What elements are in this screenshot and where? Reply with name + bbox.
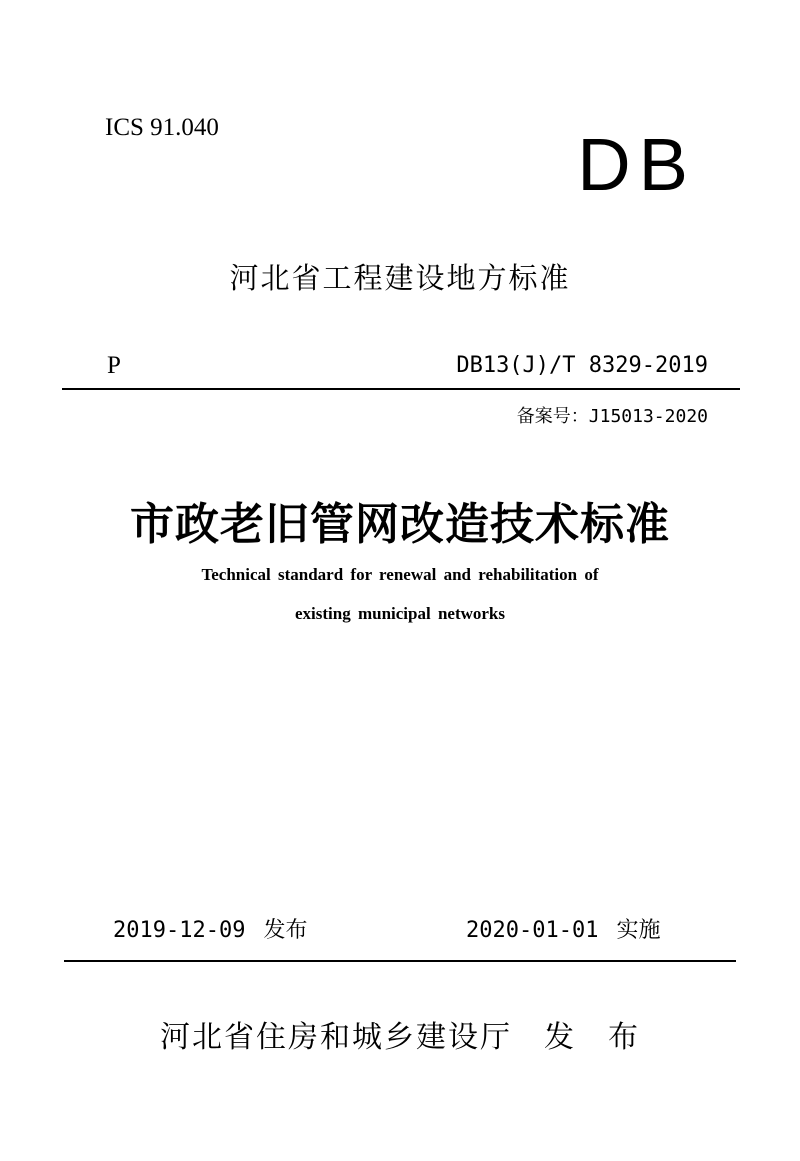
filing-number: J15013-2020 [588, 406, 708, 427]
issue-date: 2019-12-09 [113, 918, 246, 943]
document-title-english-line2: existing municipal networks [294, 604, 506, 623]
document-title-chinese: 市政老旧管网改造技术标准 [130, 499, 670, 550]
implementation-label: 实施 [616, 918, 661, 943]
top-divider [62, 388, 740, 390]
publisher-action-2: 布 [608, 1020, 640, 1055]
issue-date-block [113, 913, 307, 944]
issue-label: 发布 [263, 918, 308, 943]
publisher-line [0, 1012, 800, 1056]
filing-record [517, 402, 708, 428]
issuing-authority-heading: 河北省工程建设地方标准 [229, 261, 571, 295]
standard-category: P [107, 352, 121, 379]
implementation-date: 2020-01-01 [466, 918, 599, 943]
db-standard-mark: DB [577, 123, 696, 206]
ics-code: ICS 91.040 [105, 114, 219, 141]
implementation-date-block [466, 913, 660, 944]
standard-number: DB13(J)/T 8329-2019 [456, 353, 708, 378]
bottom-divider [64, 960, 736, 962]
publisher-action-1: 发 [544, 1020, 576, 1055]
publisher-name: 河北省住房和城乡建设厅 [160, 1020, 512, 1055]
document-title-english-line1: Technical standard for renewal and rehabilitation of [201, 565, 599, 584]
filing-label: 备案号： [516, 406, 589, 427]
